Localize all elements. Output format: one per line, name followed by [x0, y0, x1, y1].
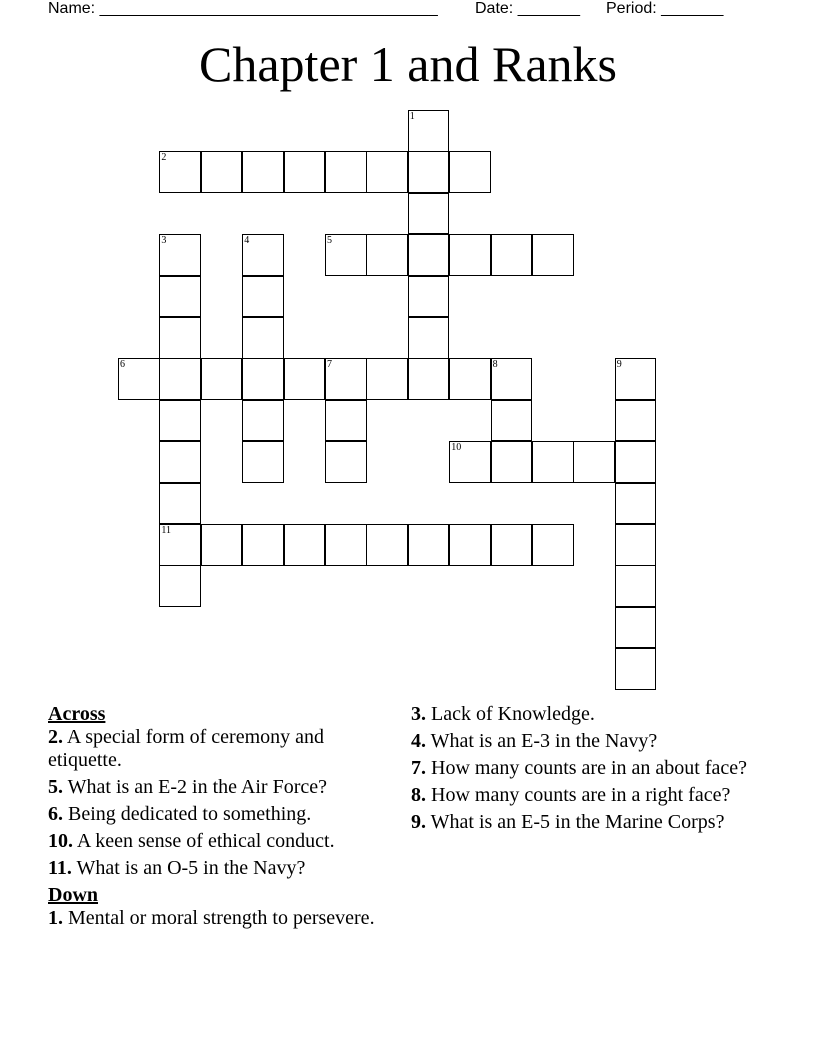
grid-cell[interactable] [408, 276, 450, 318]
down-clue-list-right [411, 703, 756, 834]
grid-cell[interactable] [201, 151, 243, 193]
grid-cell[interactable] [408, 110, 450, 152]
clue-number: 3. [411, 703, 426, 725]
grid-cell[interactable] [408, 234, 450, 276]
grid-cell[interactable] [408, 151, 450, 193]
clue-number: 11. [48, 857, 72, 879]
grid-cell[interactable] [573, 441, 615, 483]
clue-text: What is an E-5 in the Marine Corps? [426, 811, 725, 833]
grid-cell[interactable] [449, 358, 491, 400]
clue-item [411, 784, 756, 807]
grid-cell[interactable] [449, 151, 491, 193]
grid-cell[interactable] [615, 607, 657, 649]
clue-number: 9. [411, 811, 426, 833]
clues-left-column [48, 703, 393, 934]
date-field-label[interactable]: Date: _______ [475, 0, 580, 17]
grid-cell[interactable] [491, 524, 533, 566]
clue-number: 10. [48, 830, 73, 852]
grid-cell[interactable] [615, 483, 657, 525]
grid-cell[interactable] [242, 400, 284, 442]
clue-item [48, 726, 393, 772]
grid-cell[interactable] [366, 151, 408, 193]
clue-text: What is an E-3 in the Navy? [426, 730, 658, 752]
grid-cell[interactable] [449, 234, 491, 276]
grid-cell[interactable] [242, 317, 284, 359]
clue-item [411, 757, 756, 780]
across-clue-list [48, 726, 393, 880]
name-field-label[interactable]: Name: ______________________________________ [48, 0, 438, 17]
clue-number: 4. [411, 730, 426, 752]
grid-cell[interactable] [325, 524, 367, 566]
grid-cell[interactable] [201, 524, 243, 566]
grid-cell[interactable] [242, 234, 284, 276]
clue-item [411, 730, 756, 753]
puzzle-title: Chapter 1 and Ranks [199, 36, 617, 92]
grid-cell[interactable] [408, 193, 450, 235]
grid-cell[interactable] [242, 276, 284, 318]
grid-cell[interactable] [449, 441, 491, 483]
cell-number: 8 [492, 359, 498, 371]
grid-cell[interactable] [159, 524, 201, 566]
clue-text: How many counts are in an about face? [426, 757, 747, 779]
clue-item [411, 811, 756, 834]
grid-cell[interactable] [159, 317, 201, 359]
grid-cell[interactable] [159, 565, 201, 607]
grid-cell[interactable] [242, 151, 284, 193]
clue-item [48, 776, 393, 799]
cell-number: 6 [120, 359, 125, 371]
grid-cell[interactable] [159, 400, 201, 442]
grid-cell[interactable] [284, 358, 326, 400]
grid-cell[interactable] [325, 151, 367, 193]
grid-cell[interactable] [615, 524, 657, 566]
clue-number: 7. [411, 757, 426, 779]
grid-cell[interactable] [366, 234, 408, 276]
grid-cell[interactable] [449, 524, 491, 566]
grid-cell[interactable] [615, 358, 657, 400]
cell-number: 3 [161, 235, 167, 247]
grid-cell[interactable] [615, 565, 657, 607]
clue-text: What is an E-2 in the Air Force? [63, 776, 328, 798]
clue-item [48, 907, 393, 930]
grid-cell[interactable] [366, 358, 408, 400]
grid-cell[interactable] [325, 234, 367, 276]
clue-number: 2. [48, 726, 63, 748]
period-field-label[interactable]: Period: _______ [606, 0, 724, 17]
cell-number: 5 [327, 235, 332, 247]
cell-number: 4 [244, 235, 250, 247]
grid-cell[interactable] [242, 358, 284, 400]
grid-cell[interactable] [325, 441, 367, 483]
clues-right-column [411, 703, 756, 838]
grid-cell[interactable] [615, 648, 657, 690]
grid-cell[interactable] [491, 234, 533, 276]
clue-text: What is an O-5 in the Navy? [71, 857, 306, 879]
clue-text: A keen sense of ethical conduct. [73, 830, 335, 852]
grid-cell[interactable] [532, 234, 574, 276]
cell-number: 10 [451, 442, 462, 454]
grid-cell[interactable] [408, 524, 450, 566]
grid-cell[interactable] [408, 317, 450, 359]
clue-text: Being dedicated to something. [63, 803, 312, 825]
clue-item [48, 857, 393, 880]
clue-text: A special form of ceremony and etiquette. [48, 726, 325, 771]
grid-cell[interactable] [366, 524, 408, 566]
grid-cell[interactable] [159, 483, 201, 525]
grid-cell[interactable] [242, 441, 284, 483]
across-heading: Across [48, 703, 106, 725]
clue-item [48, 830, 393, 853]
cell-number: 11 [161, 525, 172, 536]
grid-cell[interactable] [491, 358, 533, 400]
clue-text: Lack of Knowledge. [426, 703, 595, 725]
down-clue-list-left [48, 907, 393, 930]
clue-number: 6. [48, 803, 63, 825]
grid-cell[interactable] [159, 234, 201, 276]
down-heading: Down [48, 884, 99, 906]
grid-cell[interactable] [159, 151, 201, 193]
cell-number: 2 [161, 152, 167, 164]
grid-cell[interactable] [159, 441, 201, 483]
clue-number: 5. [48, 776, 63, 798]
grid-cell[interactable] [325, 358, 367, 400]
grid-cell[interactable] [615, 441, 657, 483]
grid-cell[interactable] [284, 524, 326, 566]
clue-number: 1. [48, 907, 63, 929]
cell-number: 1 [409, 111, 415, 122]
grid-cell[interactable] [532, 441, 574, 483]
clue-item [48, 803, 393, 826]
grid-cell[interactable] [491, 441, 533, 483]
clue-text: Mental or moral strength to persevere. [63, 907, 375, 929]
grid-cell[interactable] [408, 358, 450, 400]
clue-text: How many counts are in a right face? [426, 784, 731, 806]
grid-cell[interactable] [118, 358, 160, 400]
grid-cell[interactable] [532, 524, 574, 566]
grid-cell[interactable] [325, 400, 367, 442]
grid-cell[interactable] [201, 358, 243, 400]
cell-number: 7 [327, 359, 332, 371]
grid-cell[interactable] [615, 400, 657, 442]
grid-cell[interactable] [242, 524, 284, 566]
grid-cell[interactable] [284, 151, 326, 193]
grid-cell[interactable] [159, 358, 201, 400]
clue-item [411, 703, 756, 726]
clue-number: 8. [411, 784, 426, 806]
cell-number: 9 [616, 359, 622, 371]
grid-cell[interactable] [159, 276, 201, 318]
grid-cell[interactable] [491, 400, 533, 442]
